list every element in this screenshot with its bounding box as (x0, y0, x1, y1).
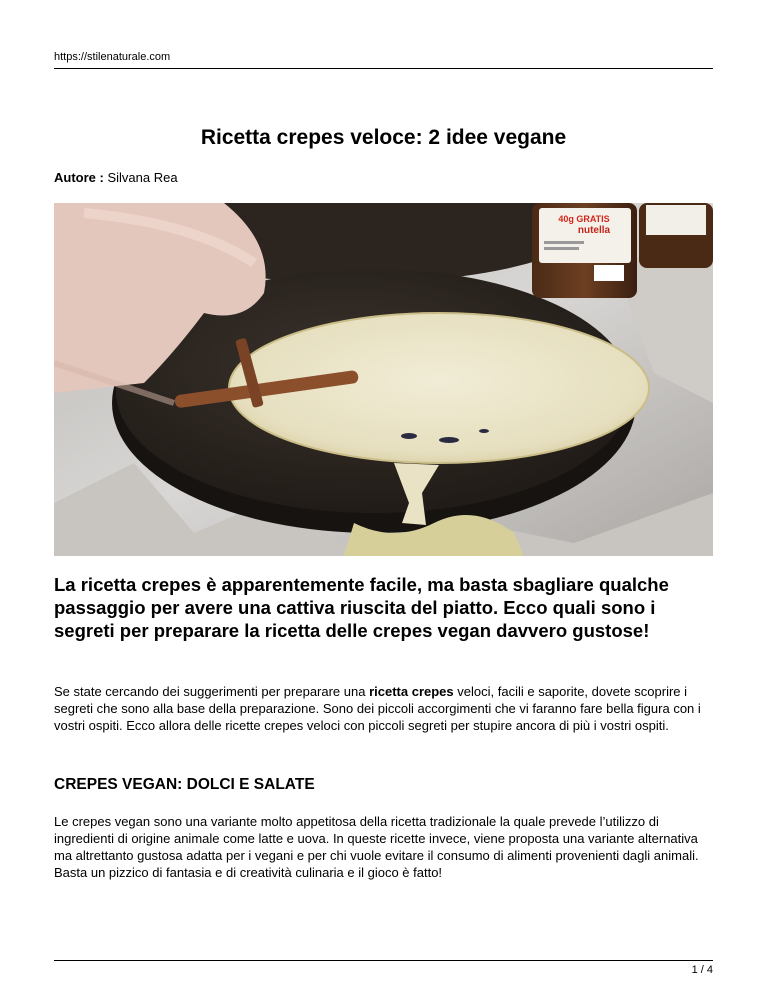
site-url[interactable]: https://stilenaturale.com (54, 51, 171, 63)
intro-bold-keyword: ricetta crepes (369, 684, 454, 699)
author-label: Autore : (54, 170, 104, 185)
intro-text-end: veloci, facili e saporite, dovete scoprire i segreti che sono alla base della preparazione. Sono dei piccoli accorgimenti che vi faranno fare bella figura con i vostri ospiti. Ecco allora delle ricette crepes veloci con piccoli segreti per stupire ancora di più i vostri ospiti. (54, 684, 701, 733)
hero-image (54, 203, 713, 556)
intro-paragraph (54, 683, 713, 734)
jar-brand: nutella (577, 225, 611, 236)
section-heading: CREPES VEGAN: DOLCI E SALATE (54, 776, 315, 793)
article-title: Ricetta crepes veloce: 2 idee vegane (200, 126, 567, 149)
jar-label-top: 40g GRATIS (558, 214, 610, 224)
page-header (54, 50, 713, 69)
page-footer (54, 960, 713, 976)
author-name: Silvana Rea (107, 170, 178, 185)
lead-paragraph: La ricetta crepes è apparentemente facile, ma basta sbagliare qualche passaggio per avere una cattiva riuscita del piatto. Ecco quali sono i segreti per preparare la ricetta delle crepes vegan davvero gustose! (54, 574, 669, 641)
section-paragraph: Le crepes vegan sono una variante molto appetitosa della ricetta tradizionale la quale prevede l’utilizzo di ingredienti di origine animale come latte e uova. In queste ricette invece, viene proposta una variante alternativa ma altrettanto gustosa adatta per i vegani e per chi vuole evitare il consumo di alimenti provenienti dagli animali. Basta un pizzico di fantasia e di creatività culinaria e il gioco è fatto! (54, 814, 699, 880)
crepe-photo (54, 203, 713, 556)
intro-text-start: Se state cercando dei suggerimenti per preparare una (54, 684, 370, 699)
author-line (54, 170, 178, 186)
page-number: 1 / 4 (691, 964, 713, 976)
